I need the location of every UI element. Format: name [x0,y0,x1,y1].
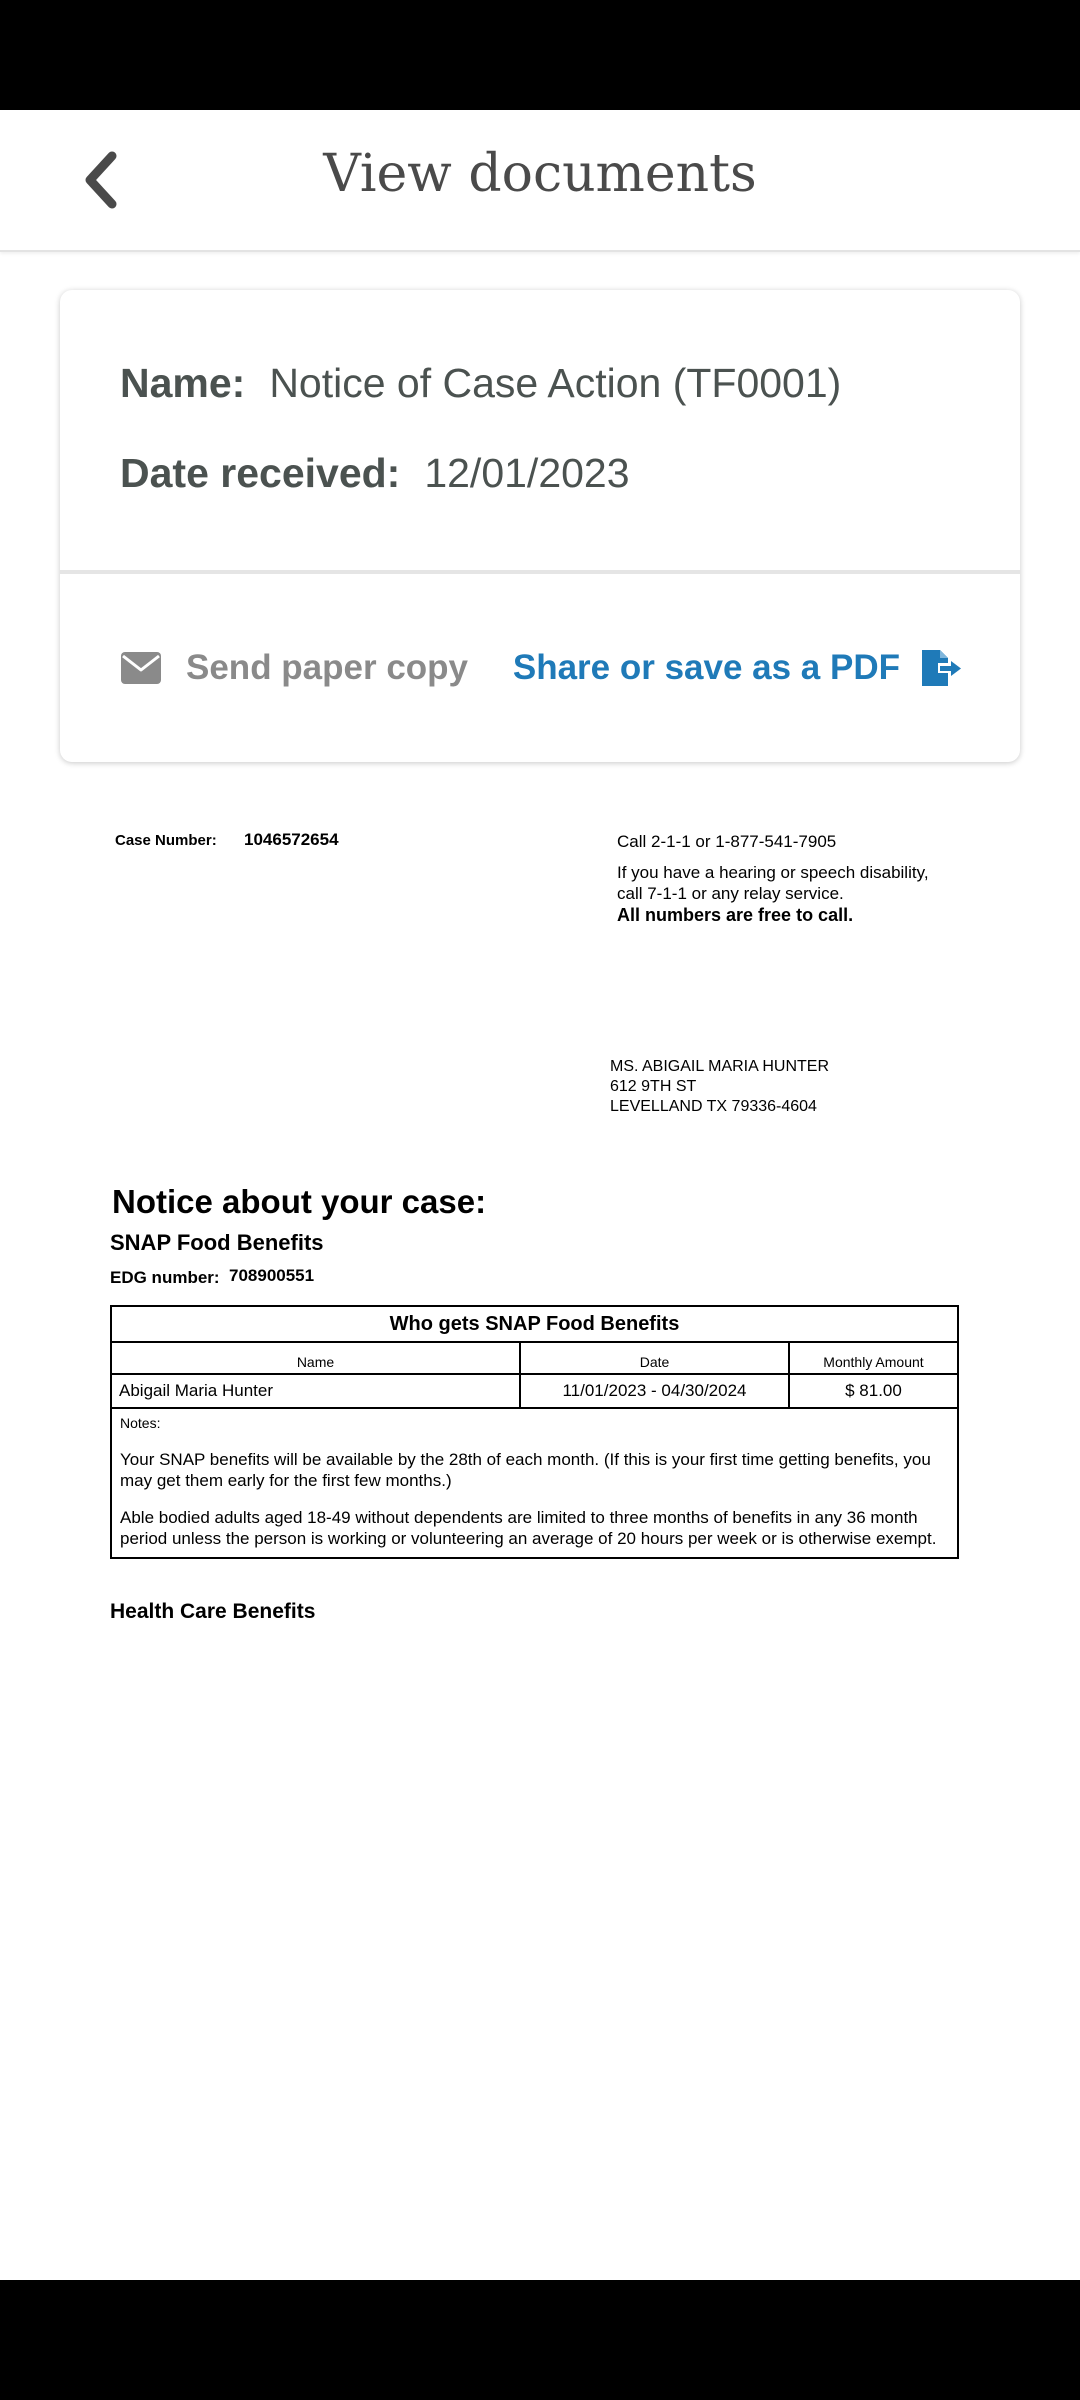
hearing-line-2: call 7-1-1 or any relay service. [617,884,844,903]
column-header-name: Name [112,1343,521,1373]
app-header [0,110,1080,252]
address-line-1: MS. ABIGAIL MARIA HUNTER [610,1058,830,1075]
name-value: Notice of Case Action (TF0001) [269,360,842,406]
share-pdf-label: Share or save as a PDF [512,648,900,687]
name-label: Name: [120,360,246,406]
notes-label: Notes: [120,1415,161,1431]
share-pdf-button[interactable] [513,648,962,688]
document-name-row [120,360,841,407]
edg-number-label: EDG number: [110,1268,220,1287]
cell-date: 11/01/2023 - 04/30/2024 [521,1375,790,1407]
table-header-row [112,1343,957,1375]
address-line-2: 612 9TH ST [610,1078,697,1095]
edg-number-value: 708900551 [229,1266,315,1285]
file-export-icon [920,648,962,688]
case-number-label: Case Number: [115,832,217,849]
date-received-row [120,450,630,497]
envelope-icon [120,651,162,685]
document-info-card [60,290,1020,762]
note-paragraph: Your SNAP benefits will be available by the 28th of each month. (If this is your first time getting benefits, you may get them early for the first few months.) [120,1450,931,1490]
column-header-amount: Monthly Amount [823,1354,924,1370]
page-title: View documents [323,144,757,204]
date-received-label: Date received: [120,450,401,496]
date-received-value: 12/01/2023 [424,450,630,496]
table-row [112,1375,957,1409]
free-call-line: All numbers are free to call. [617,905,854,925]
send-paper-copy-button[interactable] [120,648,468,688]
cell-name: Abigail Maria Hunter [112,1375,521,1407]
status-bar [0,0,1080,110]
snap-benefits-table [110,1305,959,1559]
program-heading: SNAP Food Benefits [110,1230,324,1255]
table-title: Who gets SNAP Food Benefits [112,1307,957,1343]
health-care-heading: Health Care Benefits [110,1600,316,1623]
cell-amount: $ 81.00 [845,1381,902,1400]
navigation-bar [0,2280,1080,2400]
hearing-line-1: If you have a hearing or speech disability, [617,863,929,882]
address-line-3: LEVELLAND TX 79336-4604 [610,1098,817,1115]
call-line: Call 2-1-1 or 1-877-541-7905 [617,832,837,851]
card-divider [60,570,1020,574]
table-notes [112,1409,957,1557]
notice-title: Notice about your case: [112,1183,487,1220]
send-paper-copy-label: Send paper copy [186,648,469,687]
note-paragraph: Able bodied adults aged 18-49 without dependents are limited to three months of benefits in any 36 month period unless the person is working or volunteering an average of 20 hours per week or is otherwise exempt. [120,1508,937,1548]
column-header-date: Date [521,1343,790,1373]
document-preview[interactable] [0,790,1080,2270]
case-number-value: 1046572654 [244,830,339,849]
